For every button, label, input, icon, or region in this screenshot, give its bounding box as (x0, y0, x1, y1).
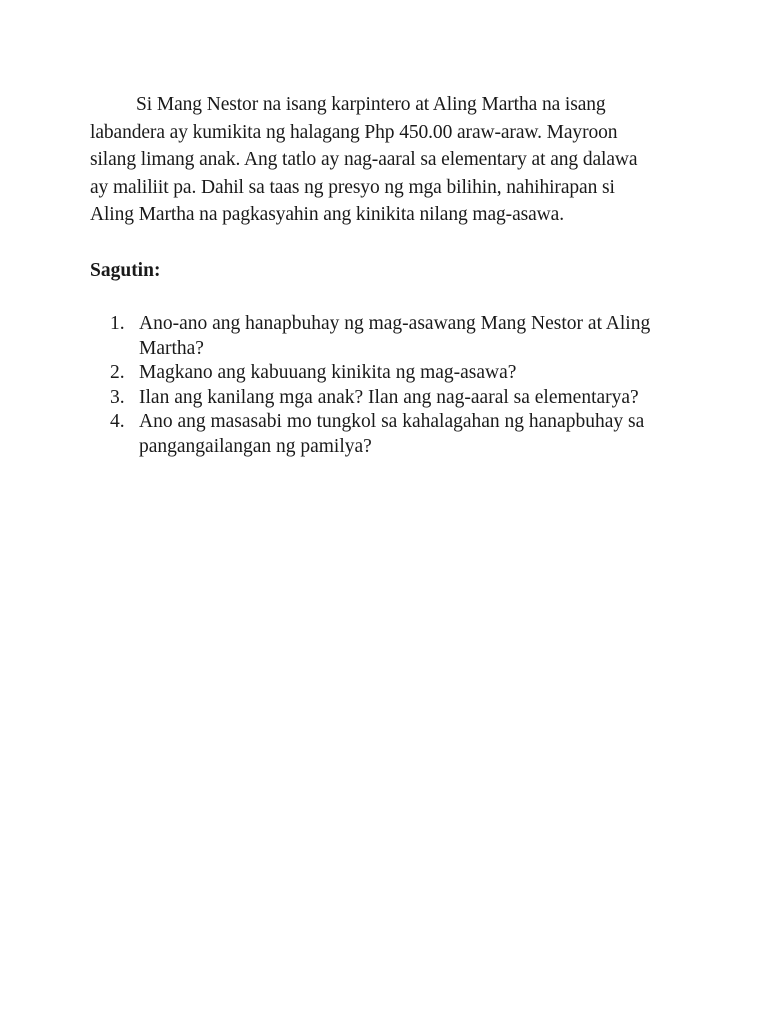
paragraph-line: labandera ay kumikita ng halagang Php 450.00 araw-araw. Mayroon (90, 121, 618, 143)
question-text: Martha? (139, 337, 204, 359)
question-text: Ilan ang kanilang mga anak? Ilan ang nag-aaral sa elementarya? (139, 386, 639, 408)
question-item (0, 410, 699, 459)
paragraph-line: Si Mang Nestor na isang karpintero at Aling Martha na isang (136, 94, 606, 115)
paragraph-line: ay maliliit pa. Dahil sa taas ng presyo ng mga bilihin, nahihirapan si (90, 176, 615, 198)
question-number: 3. (110, 386, 125, 408)
question-item (0, 386, 699, 411)
section-heading: Sagutin: (90, 260, 161, 281)
question-number: 2. (110, 362, 125, 383)
paragraph-line: Aling Martha na pagkasyahin ang kinikita nilang mag-asawa. (90, 204, 564, 225)
question-text: Ano-ano ang hanapbuhay ng mag-asawang Mang Nestor at Aling (139, 313, 651, 334)
question-text: Magkano ang kabuuang kinikita ng mag-asawa? (139, 362, 517, 383)
question-item (0, 361, 699, 386)
question-text: pangangailangan ng pamilya? (139, 435, 372, 457)
question-text: Ano ang masasabi mo tungkol sa kahalagahan ng hanapbuhay sa (139, 411, 645, 432)
question-item (0, 312, 699, 361)
question-list (0, 312, 699, 459)
question-number: 1. (110, 313, 125, 334)
question-number: 4. (110, 411, 125, 432)
story-paragraph (90, 91, 680, 229)
paragraph-line: silang limang anak. Ang tatlo ay nag-aaral sa elementary at ang dalawa (90, 149, 638, 170)
